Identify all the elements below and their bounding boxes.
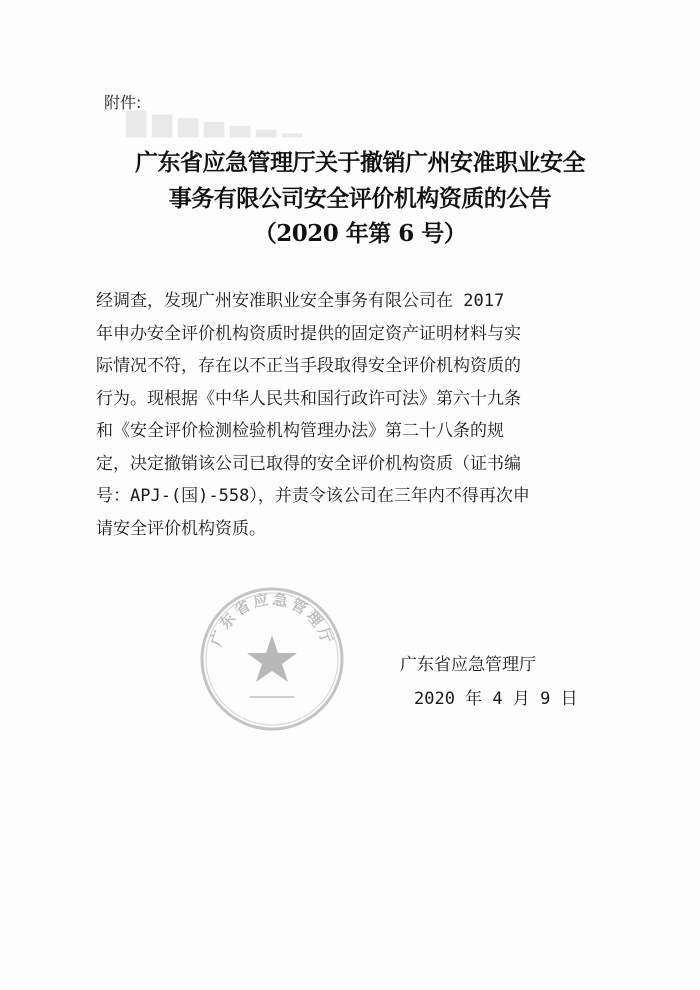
signature-organization: 广东省应急管理厅 bbox=[400, 655, 536, 675]
title-line-1: 广东省应急管理厅关于撤销广州安准职业安全 bbox=[135, 149, 585, 176]
svg-text:广东省应急管理厅: 广东省应急管理厅 bbox=[206, 590, 338, 649]
attachment-label: 附件: bbox=[104, 93, 142, 112]
title-line-3: （2020 年第 6 号） bbox=[253, 220, 467, 247]
star-icon bbox=[247, 635, 297, 682]
body-line: 年申办安全评价机构资质时提供的固定资产证明材料与实 bbox=[96, 323, 521, 344]
signature-date: 2020 年 4 月 9 日 bbox=[414, 689, 578, 709]
body-line: 定，决定撤销该公司已取得的安全评价机构资质（证书编 bbox=[96, 453, 521, 474]
title-line-2: 事务有限公司安全评价机构资质的公告 bbox=[168, 185, 552, 212]
notice-body bbox=[96, 285, 606, 545]
body-line: 和《安全评价检测检验机构管理办法》第二十八条的规 bbox=[96, 421, 504, 441]
body-line: 经调查，发现广州安准职业安全事务有限公司在 2017 bbox=[96, 291, 505, 311]
body-line: 请安全评价机构资质。 bbox=[96, 518, 266, 539]
bleed-through-text: ▁▂▃▄▅▆▇ bbox=[120, 108, 302, 138]
body-line: 号：APJ-(国)-558），并责令该公司在三年内不得再次申 bbox=[96, 486, 530, 506]
body-line: 际情况不符，存在以不正当手段取得安全评价机构资质的 bbox=[96, 356, 521, 376]
body-line: 行为。现根据《中华人民共和国行政许可法》第六十九条 bbox=[96, 388, 521, 409]
official-seal bbox=[198, 585, 346, 733]
